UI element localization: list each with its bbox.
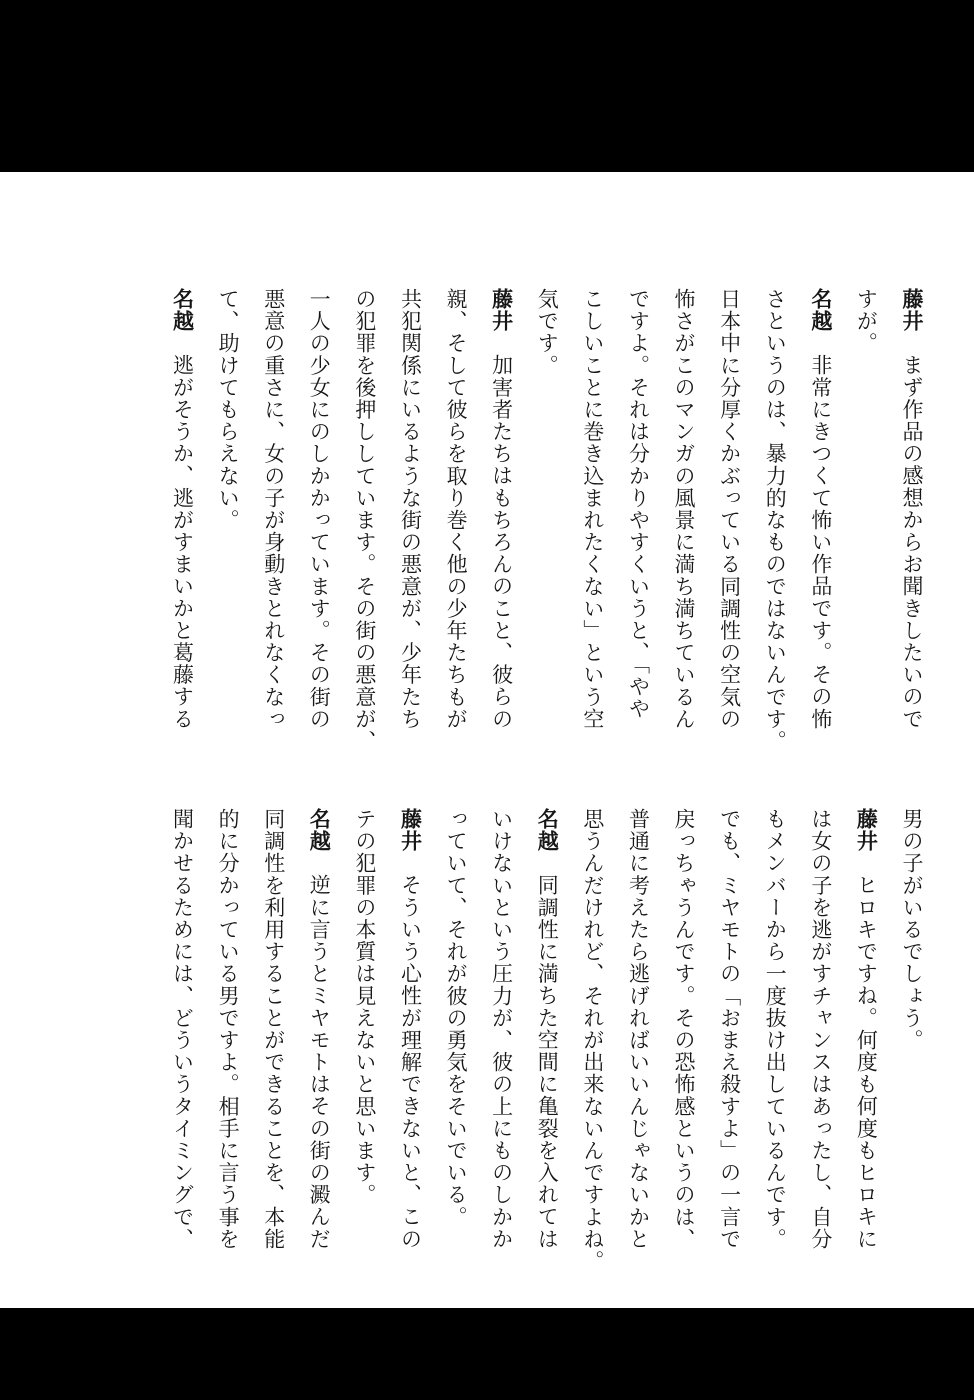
text-column [432, 288, 478, 888]
line-text: 同調性を利用することができることを、本能 [261, 808, 286, 1250]
line-text: そういう心性が理解できないと、この [398, 874, 423, 1250]
book-page [0, 172, 974, 1308]
line-text: 親、そして彼らを取り巻く他の少年たちもが [444, 288, 469, 730]
text-column [250, 288, 296, 888]
line-text: 悪意の重さに、女の子が身動きとれなくなっ [261, 288, 286, 730]
line-text: は女の子を逃がすチャンスはあったし、自分 [808, 808, 833, 1250]
text-column [387, 288, 433, 888]
speaker-name: 藤井 [398, 808, 423, 853]
text-column [296, 808, 342, 1294]
line-text: ヒロキですね。何度も何度もヒロキに [854, 874, 879, 1250]
line-text: 逃がそうか、逃がすまいかと葛藤する [170, 354, 195, 730]
text-column [797, 808, 843, 1294]
text-column [478, 288, 524, 888]
line-text: 怖さがこのマンガの風景に満ち満ちているん [672, 288, 697, 730]
speaker-name: 名越 [808, 288, 833, 333]
text-column [615, 808, 661, 1294]
line-text: て、助けてもらえない。 [216, 288, 241, 532]
text-column [387, 808, 433, 1294]
speaker-name: 藤井 [900, 288, 924, 333]
line-text: っていて、それが彼の勇気をそいでいる。 [444, 808, 469, 1228]
text-column [706, 288, 752, 888]
line-text: もメンバーから一度抜け出しているんです。 [763, 808, 788, 1250]
line-text: 一人の少女にのしかかっています。その街の [307, 288, 332, 730]
text-column [341, 288, 387, 888]
speaker-name: 名越 [307, 808, 332, 853]
text-column [706, 808, 752, 1294]
line-text: 普通に考えたら逃げればいいんじゃないかと [626, 808, 651, 1250]
line-text: でも、ミヤモトの「おまえ殺すよ」の一言で [717, 808, 742, 1250]
line-text: こしいことに巻き込まれたくない」という空 [580, 288, 605, 730]
line-text: テの犯罪の本質は見えないと思います。 [352, 808, 377, 1206]
line-text: 戻っちゃうんです。その恐怖感というのは、 [672, 808, 697, 1250]
line-text: 的に分かっている男ですよ。相手に言う事を [216, 808, 241, 1250]
text-column [159, 808, 205, 1294]
upper-text-block [136, 288, 934, 888]
text-column [524, 808, 570, 1294]
text-column [296, 288, 342, 888]
lower-text-block [136, 808, 934, 1294]
speaker-name: 藤井 [854, 808, 879, 853]
text-column [205, 288, 251, 888]
line-text: 逆に言うとミヤモトはその街の澱んだ [307, 874, 332, 1250]
line-text: すが。 [854, 288, 879, 355]
text-column [615, 288, 661, 888]
speaker-name: 名越 [535, 808, 560, 853]
text-column [660, 288, 706, 888]
text-column [478, 808, 524, 1294]
text-column [752, 808, 798, 1294]
text-column [432, 808, 478, 1294]
text-column [569, 808, 615, 1294]
text-column [159, 288, 205, 888]
line-text: 気です。 [535, 288, 560, 377]
text-column [752, 288, 798, 888]
text-column [205, 808, 251, 1294]
line-text: いけないという圧力が、彼の上にものしかか [489, 808, 514, 1250]
text-column [843, 808, 889, 1294]
line-text: 共犯関係にいるような街の悪意が、少年たち [398, 288, 423, 730]
speaker-name: 名越 [170, 288, 195, 333]
line-text: 男の子がいるでしょう。 [900, 808, 924, 1052]
line-text: さというのは、暴力的なものではないんです。 [763, 288, 788, 753]
text-column [660, 808, 706, 1294]
line-text: の犯罪を後押ししています。その街の悪意が、 [352, 288, 377, 753]
line-text: ですよ。それは分かりやすくいうと、「やや [626, 288, 651, 720]
text-column [888, 288, 934, 888]
text-column [797, 288, 843, 888]
line-text: 加害者たちはもちろんのこと、彼らの [489, 354, 514, 730]
line-text: 日本中に分厚くかぶっている同調性の空気の [717, 288, 742, 730]
text-column [250, 808, 296, 1294]
line-text: 思うんだけれど、それが出来ないんですよね。 [580, 808, 605, 1273]
text-column [843, 288, 889, 888]
line-text: 同調性に満ちた空間に亀裂を入れては [535, 874, 560, 1250]
text-column [888, 808, 934, 1294]
text-column [341, 808, 387, 1294]
line-text: 非常にきつくて怖い作品です。その怖 [808, 354, 833, 730]
line-text: まず作品の感想からお聞きしたいので [900, 354, 924, 730]
line-text: 聞かせるためには、どういうタイミングで、 [170, 808, 195, 1250]
text-column [524, 288, 570, 888]
text-column [569, 288, 615, 888]
speaker-name: 藤井 [489, 288, 514, 333]
